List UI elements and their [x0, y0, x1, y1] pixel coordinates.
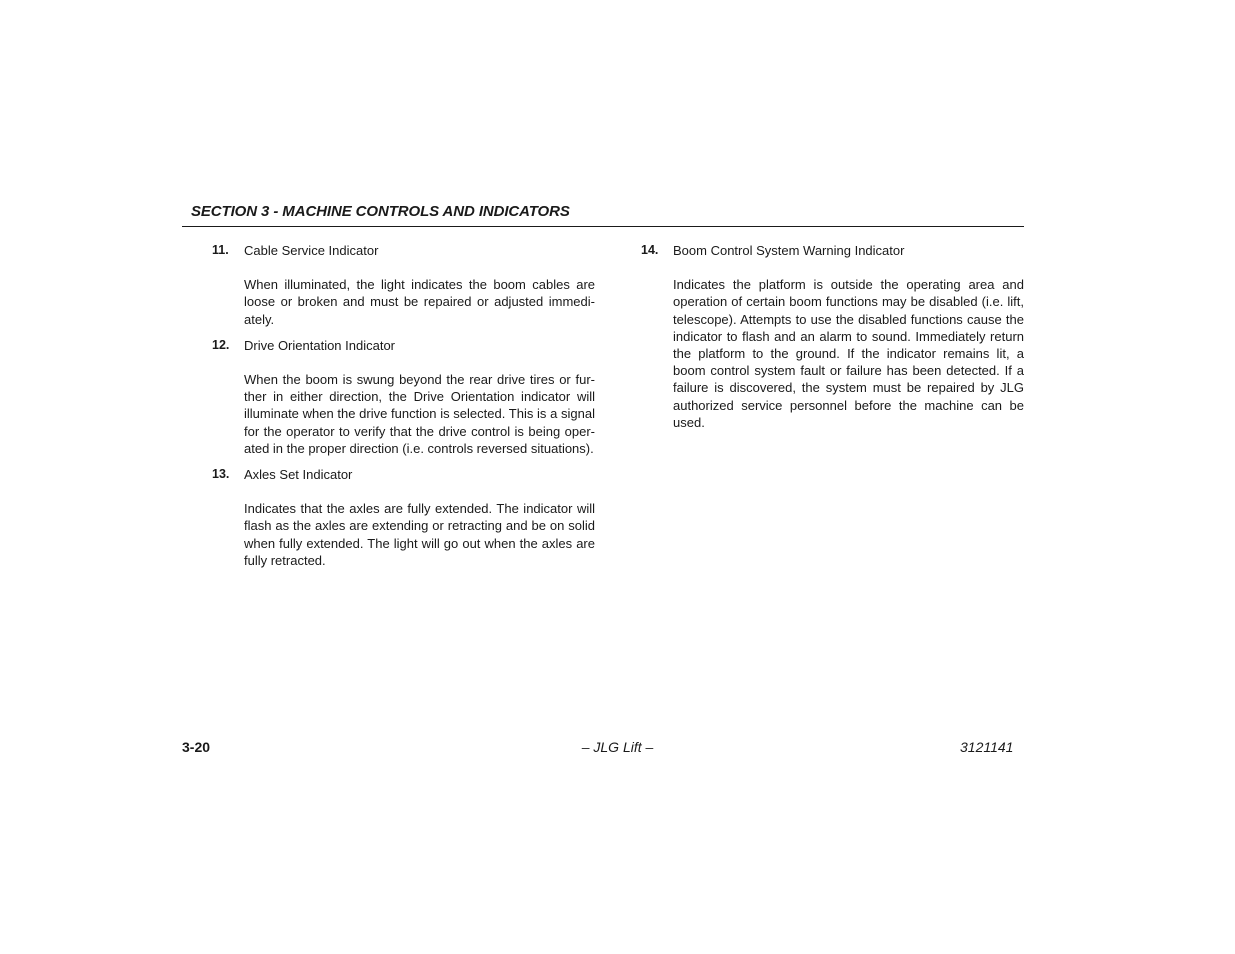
item-number: 12.: [212, 337, 230, 352]
document-number: 3121141: [960, 739, 1014, 755]
item-number: 11.: [212, 243, 229, 257]
right-column: [641, 242, 1024, 431]
list-item: [212, 242, 595, 328]
page-number: 3-20: [182, 739, 211, 755]
item-description: Indicates that the axles are fully extended. The indicator will flash as the axles are extending or retracting and be on solid when fully extended. The light will go out when the axles are fully retracted.: [244, 501, 595, 568]
item-number: 14.: [641, 243, 659, 257]
item-title: Cable Service Indicator: [244, 243, 379, 258]
item-title: Axles Set Indicator: [244, 467, 353, 483]
item-title: Boom Control System Warning Indicator: [673, 243, 905, 258]
item-description: Indicates the platform is outside the operating area and operation of certain boom functions may be disabled (i.e. lift, telescope). Attempts to use the disabled functions cause the indicator to flash and an alarm to sound. Immediately return the platform to the ground. If the indicator remains lit, a boom control system fault or failure has been detected. If a failure is discovered, the system must be repaired by JLG authorized service personnel before the machine can be used.: [673, 277, 1024, 430]
item-description: When illuminated, the light indicates the boom cables are loose or broken and must be repaired or adjusted immediately.: [244, 277, 595, 327]
section-title: SECTION 3 - MACHINE CONTROLS AND INDICATORS: [191, 203, 570, 220]
footer-brand: – JLG Lift –: [581, 739, 654, 755]
left-column: [212, 242, 595, 569]
item-number: 13.: [212, 467, 230, 482]
item-description: When the boom is swung beyond the rear drive tires or further in either direction, the Drive Orientation indicator will illuminate when the drive function is selected. This is a signal for the operator to verify that the drive control is being operated in the proper direction (i.e. controls reversed situations).: [244, 372, 595, 456]
list-item: [212, 337, 595, 457]
header-divider: [182, 226, 1024, 227]
list-item: [212, 466, 595, 569]
list-item: [641, 242, 1024, 431]
item-title: Drive Orientation Indicator: [244, 337, 396, 353]
